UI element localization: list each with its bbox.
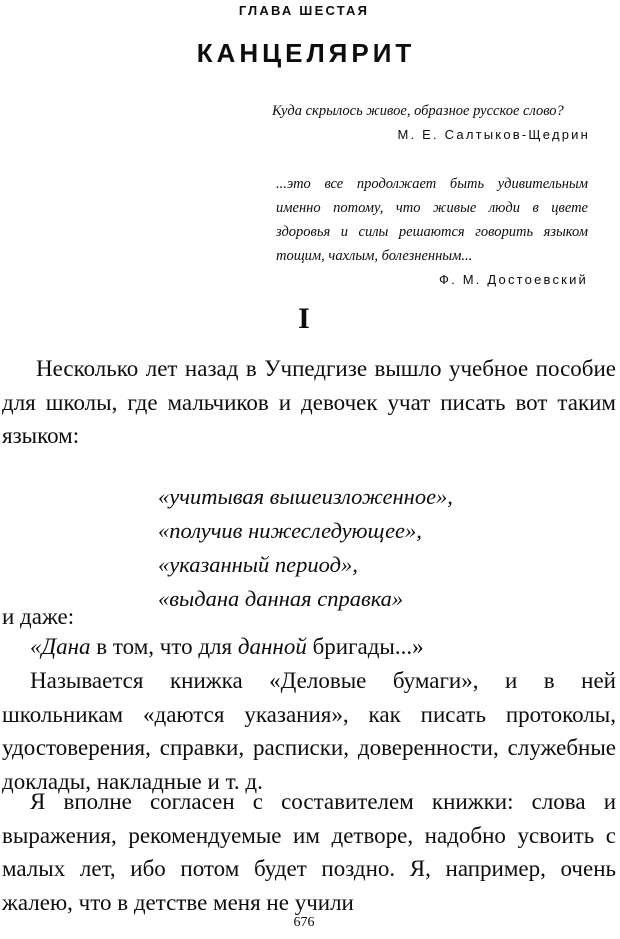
quoted-phrase: «получив нижеследующее», xyxy=(158,518,422,543)
quoted-phrase: «выдана данная справка» xyxy=(158,586,404,611)
quoted-phrases xyxy=(158,480,453,616)
chapter-title: КАНЦЕЛЯРИТ xyxy=(196,38,416,68)
epigraph-quote: ...это все продолжает быть удивительным именно потому, что живые люди в цвете здоровья и силы решаются говорить языком тощим, чахлым, болезненным... xyxy=(276,176,588,264)
paragraph-2: и даже: xyxy=(2,604,75,629)
chapter-label: ГЛАВА ШЕСТАЯ xyxy=(238,3,370,18)
quote-word: данной xyxy=(237,634,307,659)
paragraph-4: Называется книжка «Деловые бумаги», и в ней школьникам «даются указания», как писать протоколы, удостоверения, справки, расписки, доверенности, служебные доклады, накладные и т. д. xyxy=(2,668,616,794)
paragraph-3 xyxy=(2,630,616,664)
section-number: I xyxy=(298,302,310,335)
quote-end: бригады...» xyxy=(306,634,424,659)
epigraph-2 xyxy=(276,172,588,292)
paragraph-1: Несколько лет назад в Учпедгизе вышло учебное пособие для школы, где мальчиков и девочек учат писать вот таким языком: xyxy=(2,356,616,448)
paragraph-5: Я вполне согласен с составителем книжки: слова и выражения, рекомендуемые им детворе, надобно усвоить с малых лет, ибо потом будет поздно. Я, например, очень жалею, что в детстве меня не учили xyxy=(2,789,616,915)
quote-mid: в том, что для xyxy=(90,634,238,659)
quoted-phrase: «учитывая вышеизложенное», xyxy=(158,484,453,509)
epigraph-1 xyxy=(272,99,590,147)
epigraph-author: М. Е. Салтыков-Щедрин xyxy=(397,127,590,142)
page-number: 676 xyxy=(293,915,315,930)
quote-open: «Дана xyxy=(30,634,91,659)
epigraph-quote: Куда скрылось живое, образное русское слово? xyxy=(272,103,564,119)
quoted-phrase: «указанный период», xyxy=(158,552,358,577)
epigraph-author: Ф. М. Достоевский xyxy=(439,272,588,287)
